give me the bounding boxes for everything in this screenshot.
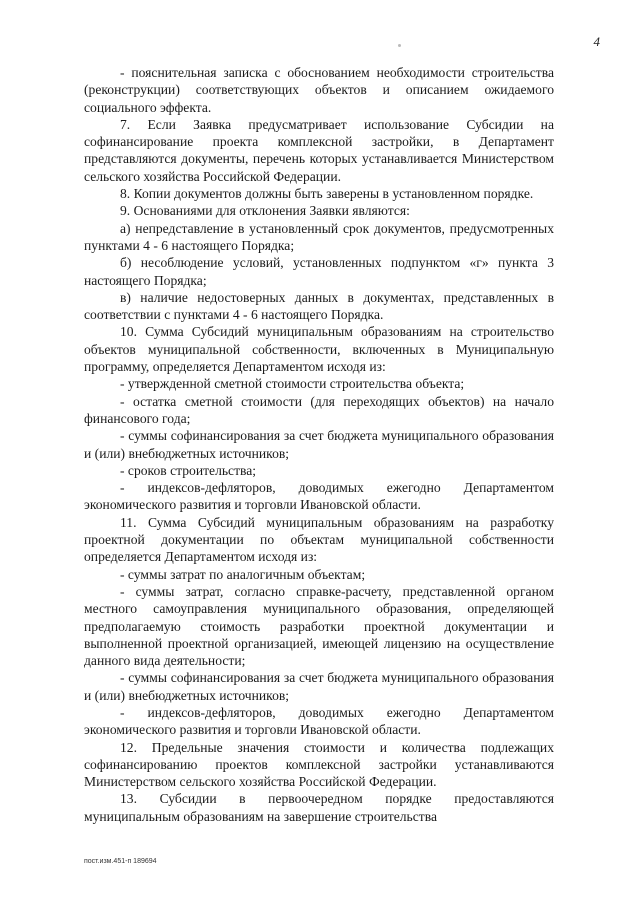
paragraph-8: 8. Копии документов должны быть заверены в установленном порядке. (120, 186, 534, 202)
paragraph-9: 9. Основаниями для отклонения Заявки являются: (120, 203, 410, 219)
document-body (84, 64, 554, 825)
scan-speck (398, 44, 401, 47)
footer-document-code: пост.изм.451-п 189694 (84, 858, 157, 865)
paragraph-10-item-cofinancing: - суммы софинансирования за счет бюджета муниципального образования и (или) внебюджетных источников; (84, 428, 554, 461)
paragraph-11-item-estimate-costs: - суммы затрат, согласно справке-расчету, представленной органом местного самоуправления муниципального образования, определяющей предполагаемую стоимость разработки проектной документации и выполненной проектной организацией, имеющей лицензию на осуществление данного вида деятельности; (84, 583, 554, 669)
paragraph-10: 10. Сумма Субсидий муниципальным образованиям на строительство объектов муниципальной собственности, включенных в Муниципальную программу, определяется Департаментом исходя из: (84, 324, 554, 375)
paragraph-10-item-terms: - сроков строительства; (120, 462, 257, 478)
paragraph-7: 7. Если Заявка предусматривает использование Субсидии на софинансирование проекта комплексной застройки, в Департамент представляются документы, перечень которых устанавливается Министерством сельского хозяйства Российской Федерации. (84, 116, 554, 184)
paragraph-11: 11. Сумма Субсидий муниципальным образованиям на разработку проектной документации по объектам муниципальной собственности определяется Департаментом исходя из: (84, 514, 554, 565)
paragraph-9-b: б) несоблюдение условий, установленных подпунктом «г» пункта 3 настоящего Порядка; (84, 255, 554, 288)
page-number: 4 (593, 34, 600, 49)
paragraph-11-item-cofinancing: - суммы софинансирования за счет бюджета муниципального образования и (или) внебюджетных источников; (84, 670, 554, 703)
paragraph-13: 13. Субсидии в первоочередном порядке предоставляются муниципальным образованиям на завершение строительства (84, 791, 554, 824)
paragraph-10-item-remaining-cost: - остатка сметной стоимости (для переходящих объектов) на начало финансового года; (84, 393, 554, 426)
paragraph-12: 12. Предельные значения стоимости и количества подлежащих софинансированию проектов комплексной застройки устанавливаются Министерством сельского хозяйства Российской Федерации. (84, 739, 554, 790)
paragraph-11-item-analog-costs: - суммы затрат по аналогичным объектам; (120, 566, 366, 582)
paragraph-explanatory-note: - пояснительная записка с обоснованием необходимости строительства (реконструкции) соответствующих объектов и описанием ожидаемого социального эффекта. (84, 65, 554, 115)
paragraph-10-item-approved-cost: - утвержденной сметной стоимости строительства объекта; (120, 376, 465, 392)
paragraph-11-item-deflators: - индексов-дефляторов, доводимых ежегодно Департаментом экономического развития и торговли Ивановской области. (84, 704, 554, 738)
paragraph-10-item-deflators: - индексов-дефляторов, доводимых ежегодно Департаментом экономического развития и торговли Ивановской области. (84, 480, 554, 513)
paragraph-9-v: в) наличие недостоверных данных в документах, представленных в соответствии с пунктами 4 - 6 настоящего Порядка. (84, 289, 554, 323)
paragraph-9-a: а) непредставление в установленный срок документов, предусмотренных пунктами 4 - 6 настоящего Порядка; (84, 220, 554, 253)
